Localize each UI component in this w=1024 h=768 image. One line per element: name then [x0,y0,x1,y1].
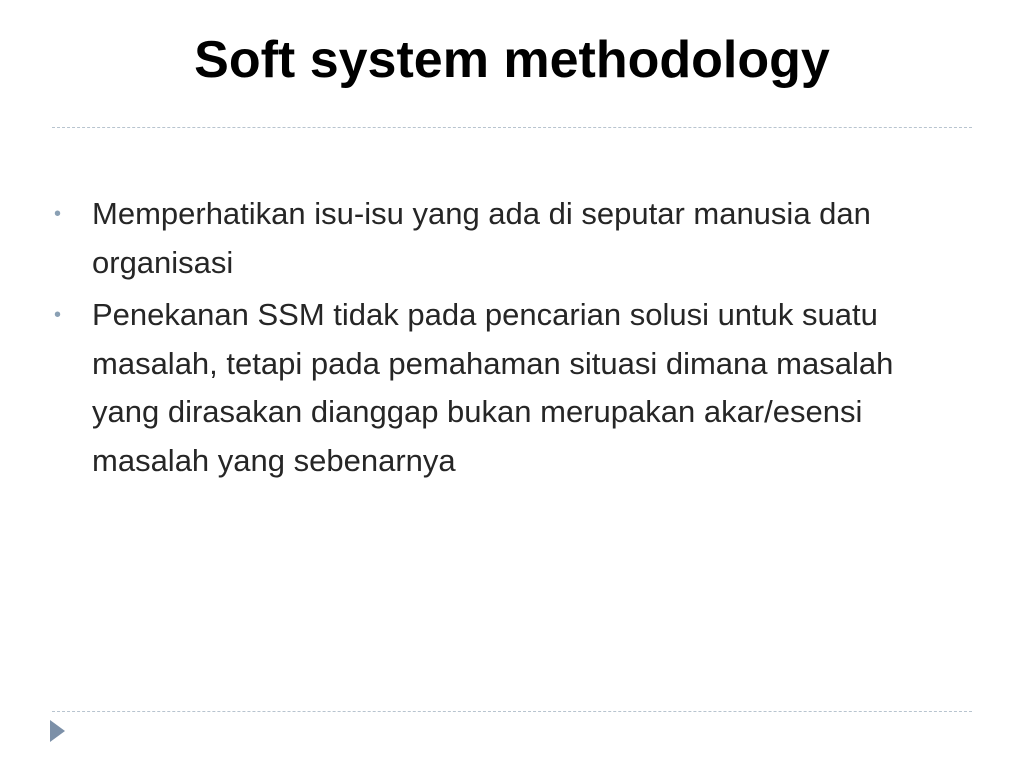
top-divider [52,127,972,128]
bullet-icon: • [54,203,62,225]
bullet-text: Penekanan SSM tidak pada pencarian solusi untuk suatu masalah, tetapi pada pemahaman situasi dimana masalah yang dirasakan dianggap bukan merupakan akar/esensi masalah yang sebenarnya [92,297,894,478]
bullet-item-1 [52,190,952,287]
bullet-item-2 [52,291,952,485]
bullet-text: Memperhatikan isu-isu yang ada di seputar manusia dan organisasi [92,196,871,280]
bullet-icon: • [54,304,62,326]
slide-title: Soft system methodology [194,31,830,89]
next-slide-arrow-icon[interactable] [50,720,65,742]
bullet-list [52,190,952,489]
bottom-divider [52,711,972,712]
